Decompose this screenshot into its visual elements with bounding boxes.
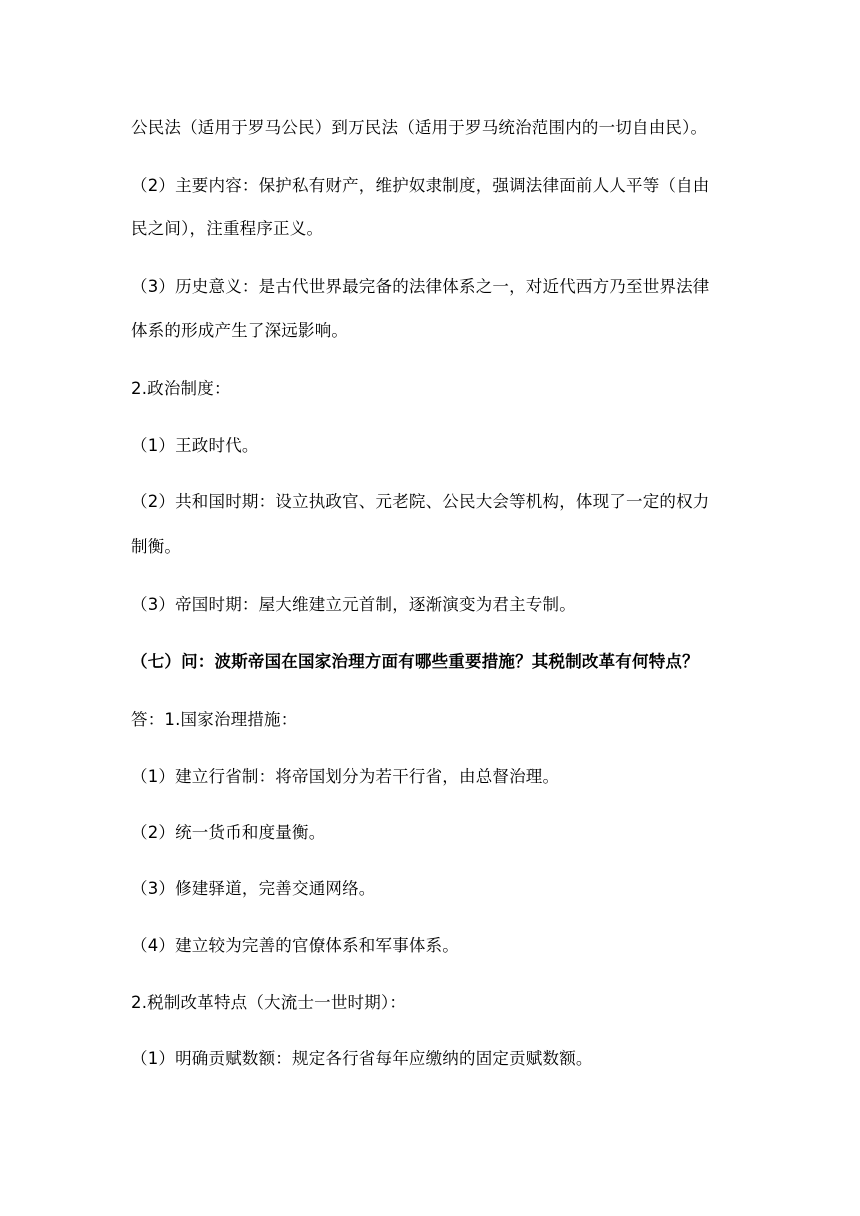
text-line: （3）修建驿道，完善交通网络。 xyxy=(131,879,376,898)
text-line: 公民法（适用于罗马公民）到万民法（适用于罗马统治范围内的一切自由民）。 xyxy=(131,118,708,137)
text-line: 民之间），注重程序正义。 xyxy=(131,219,324,238)
text-line: （1）明确贡赋数额：规定各行省每年应缴纳的固定贡赋数额。 xyxy=(131,1049,593,1068)
text-line: （2）主要内容：保护私有财产，维护奴隶制度，强调法律面前人人平等（自由 xyxy=(131,176,710,195)
text-line: （1）建立行省制：将帝国划分为若干行省，由总督治理。 xyxy=(131,767,560,786)
text-line: （4）建立较为完善的官僚体系和军事体系。 xyxy=(131,936,459,955)
text-line: （3）帝国时期：屋大维建立元首制，逐渐演变为君主专制。 xyxy=(131,595,576,614)
question-heading: （七）问：波斯帝国在国家治理方面有哪些重要措施？其税制改革有何特点？ xyxy=(131,652,699,671)
text-line: 2.政治制度： xyxy=(131,379,231,398)
text-line: （2）共和国时期：设立执政官、元老院、公民大会等机构，体现了一定的权力 xyxy=(131,492,710,511)
text-line: 制衡。 xyxy=(131,537,182,556)
text-line: 体系的形成产生了深远影响。 xyxy=(131,321,349,340)
text-line: 2.税制改革特点（大流士一世时期）： xyxy=(131,993,407,1012)
text-line: （3）历史意义：是古代世界最完备的法律体系之一，对近代西方乃至世界法律 xyxy=(131,277,710,296)
text-line: 答：1.国家治理措施： xyxy=(131,710,298,729)
text-line: （1）王政时代。 xyxy=(131,436,259,455)
text-line: （2）统一货币和度量衡。 xyxy=(131,823,326,842)
